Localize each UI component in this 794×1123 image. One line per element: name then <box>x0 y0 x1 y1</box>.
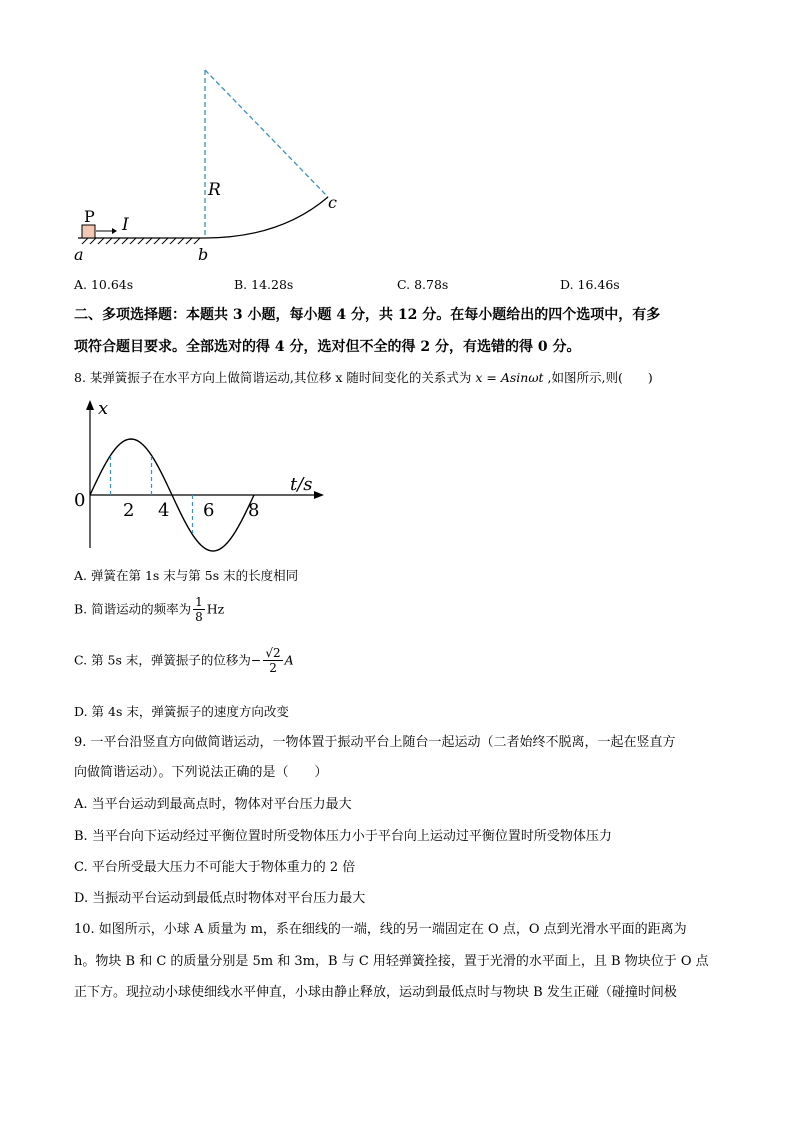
tick-label-6: 6 <box>203 500 215 521</box>
q9-option-c[interactable]: C. 平台所受最大压力不可能大于物体重力的 2 倍 <box>74 860 356 875</box>
q8-option-c-minus: − <box>250 652 262 668</box>
q8-option-c[interactable] <box>74 646 294 675</box>
track-figure <box>60 60 360 270</box>
q8-option-d[interactable]: D. 第 4s 末，弹簧振子的速度方向改变 <box>74 704 289 719</box>
q8-formula: x = Asinωt <box>475 370 544 385</box>
q8-displacement-graph <box>70 398 340 558</box>
q8-option-b[interactable] <box>74 595 224 624</box>
q7-option-a[interactable]: A. 10.64s <box>74 277 134 292</box>
q9-stem-line1: 9. 一平台沿竖直方向做简谐运动，一物体置于振动平台上随台一起运动（二者始终不脱离，一起在竖直方 <box>74 735 676 750</box>
label-a: a <box>74 245 84 264</box>
section2-line2: 项符合题目要求。全部选对的得 4 分，选对但不全的得 2 分，有选错的得 0 分。 <box>74 339 581 355</box>
q9-option-a[interactable]: A. 当平台运动到最高点时，物体对平台压力最大 <box>74 797 352 812</box>
q9-option-b[interactable]: B. 当平台向下运动经过平衡位置时所受物体压力小于平台向上运动过平衡位置时所受物体压力 <box>74 829 612 844</box>
block-p <box>82 225 95 238</box>
q10-stem-line2: h。物块 B 和 C 的质量分别是 5m 和 3m，B 与 C 用轻弹簧拴接，置于光滑的水平面上，且 B 物块位于 O 点 <box>74 954 709 969</box>
q8-option-c-fraction: $\frac{√2}{2}$ <box>265 646 281 675</box>
tick-label-4: 4 <box>158 500 170 521</box>
q7-option-d[interactable]: D. 16.46s <box>560 277 620 292</box>
label-b: b <box>198 245 209 264</box>
q8-option-b-text: B. 简谐运动的频率为 <box>74 601 192 617</box>
q7-option-c[interactable]: C. 8.78s <box>397 277 449 292</box>
q10-stem-line1: 10. 如图所示，小球 A 质量为 m，系在细线的一端，线的另一端固定在 O 点，O 点到光滑水平面的距离为 <box>74 922 687 937</box>
q10-stem-line3: 正下方。现拉动小球使细线水平伸直，小球由静止释放，运动到最低点时与物块 B 发生正碰（碰撞时间极 <box>74 985 677 1000</box>
impulse-arrowhead <box>112 228 117 234</box>
tick-label-8: 8 <box>248 500 260 521</box>
x-axis-arrow <box>314 491 324 499</box>
q8-option-c-amplitude: A <box>284 652 294 668</box>
y-axis-arrow <box>86 400 94 410</box>
q8-stem-pre: 8. 某弹簧振子在水平方向上做简谐运动,其位移 x 随时间变化的关系式为 <box>74 370 476 385</box>
q8-option-b-fraction: $\frac{1}{8}$ <box>195 595 203 624</box>
label-p: P <box>84 207 95 226</box>
x-axis-label: t/s <box>290 474 313 495</box>
label-c: c <box>328 193 337 212</box>
label-i: I <box>122 215 129 235</box>
radius-slanted-dashed <box>205 70 328 197</box>
q8-option-a[interactable]: A. 弹簧在第 1s 末与第 5s 末的长度相同 <box>74 568 299 583</box>
label-r: R <box>208 180 221 200</box>
y-axis-label: x <box>98 398 109 419</box>
q8-stem-post: ,如图所示,则( ) <box>543 370 653 385</box>
origin-label: 0 <box>74 490 86 511</box>
q9-option-d[interactable]: D. 当振动平台运动到最低点时物体对平台压力最大 <box>74 891 366 906</box>
q8-option-b-unit: Hz <box>206 601 225 617</box>
q7-option-b[interactable]: B. 14.28s <box>234 277 294 292</box>
arc-bc <box>205 197 328 238</box>
q9-stem-line2: 向做简谐运动）。下列说法正确的是（ ） <box>74 765 328 780</box>
q8-stem <box>74 369 653 387</box>
section2-line1: 二、多项选择题：本题共 3 小题，每小题 4 分，共 12 分。在每小题给出的四个选项中，有多 <box>74 307 661 323</box>
q8-option-c-text: C. 第 5s 末，弹簧振子的位移为 <box>74 652 251 668</box>
tick-label-2: 2 <box>123 500 135 521</box>
ground-hatch <box>82 238 200 244</box>
